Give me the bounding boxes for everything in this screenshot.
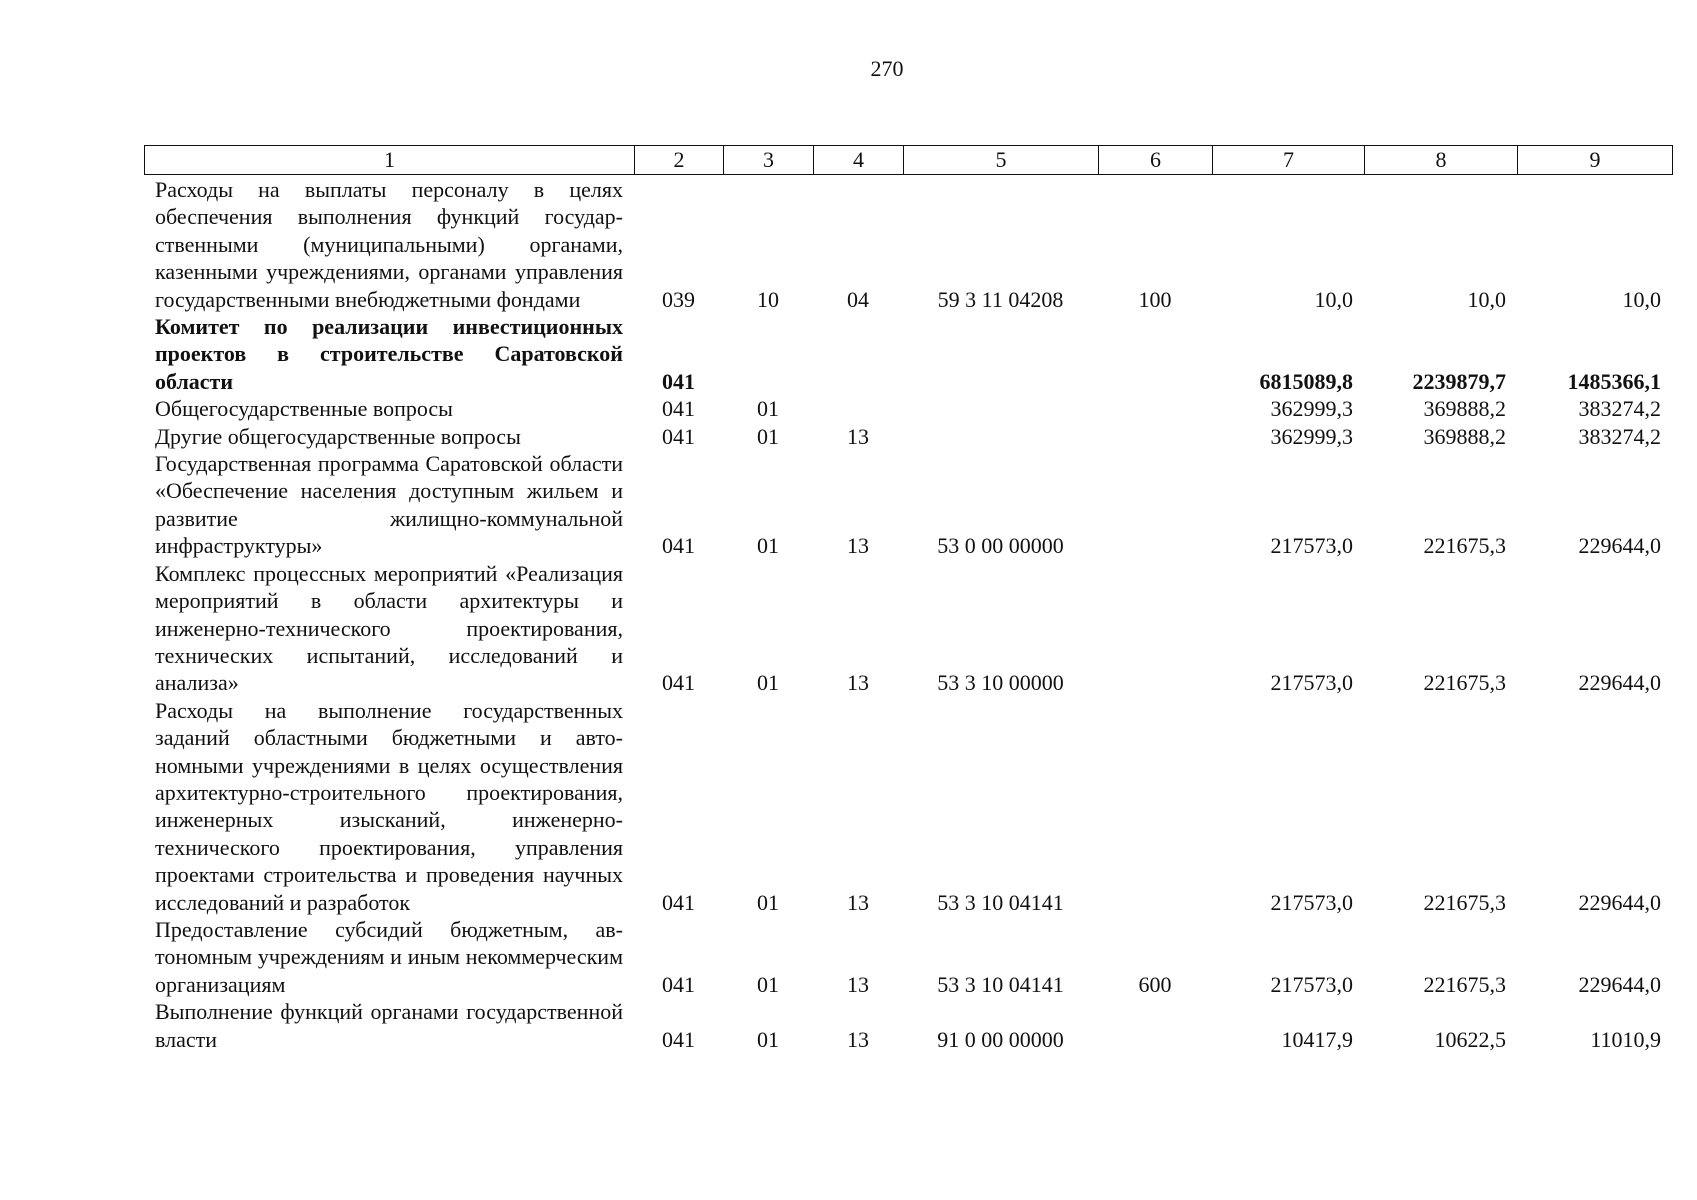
row-expense-type-code <box>1098 313 1212 395</box>
row-ministry-code: 041 <box>662 533 695 559</box>
row-subsection-code: 13 <box>847 670 869 696</box>
row-expense-type-code <box>1098 998 1212 1053</box>
row-description: Комплекс процессных мероприятий «Реализация мероприятий в области архитектуры и инженерно-технического проектирования, технических испытаний, исследований и анализа» <box>155 560 623 696</box>
row-amount-col8: 10,0 <box>1467 286 1506 312</box>
column-header-3: 3 <box>724 146 814 175</box>
column-number-header <box>144 145 1673 175</box>
row-amount-col7: 217573,0 <box>1270 533 1353 559</box>
column-header-2: 2 <box>635 146 724 175</box>
row-expense-type-code <box>1098 697 1212 916</box>
row-expense-type-code <box>1098 560 1212 697</box>
row-description: Расходы на выплаты персоналу в целях обеспечения выполнения функций государственными (муниципальными) органами, казенными учреждениями, органами управления государственными внебюджетными фондами <box>155 177 623 312</box>
row-subsection-code: 04 <box>847 286 869 312</box>
row-ministry-code: 041 <box>662 670 695 696</box>
row-section-code: 01 <box>757 423 779 449</box>
column-header-4: 4 <box>814 146 904 175</box>
header-row <box>145 146 1673 175</box>
row-amount-col7: 217573,0 <box>1270 889 1353 915</box>
budget-table <box>144 176 1672 1053</box>
row-description: Общегосударственные вопросы <box>155 396 453 422</box>
row-subsection-code: 13 <box>847 889 869 915</box>
table-row <box>144 998 1672 1053</box>
row-amount-col8: 369888,2 <box>1423 396 1506 422</box>
row-subsection-code: 13 <box>847 1026 869 1052</box>
row-description: Расходы на выполнение государственных заданий областными бюджетными и автономными учреждениями в целях осуществления архитектурно-строительного проектирования, инженерных изысканий, инженерно-технического проектирования, управления проектами строительства и проведения научных исследований и разработок <box>155 697 623 915</box>
row-target-article-code <box>903 313 1098 395</box>
row-amount-col8: 221675,3 <box>1423 971 1506 997</box>
row-section-code: 01 <box>757 1026 779 1052</box>
row-section-code: 01 <box>757 396 779 422</box>
row-description: Государственная программа Саратовской области «Обеспечение населения доступным жильем и развитие жилищно-коммунальной инфраструктуры» <box>155 451 623 559</box>
row-section-code: 01 <box>757 533 779 559</box>
row-description: Комитет по реализации инвестиционных проектов в строительстве Саратовской области <box>155 314 623 394</box>
row-target-article-code: 53 3 10 04141 <box>937 971 1064 997</box>
row-target-article-code <box>903 423 1098 450</box>
table-row <box>144 395 1672 422</box>
row-expense-type-code: 600 <box>1138 971 1172 997</box>
row-amount-col7: 10417,9 <box>1281 1026 1353 1052</box>
row-amount-col8: 2239879,7 <box>1412 368 1506 394</box>
row-ministry-code: 041 <box>662 396 695 422</box>
row-amount-col8: 10622,5 <box>1434 1026 1506 1052</box>
row-amount-col9: 229644,0 <box>1578 670 1661 696</box>
column-header-5: 5 <box>904 146 1099 175</box>
row-subsection-code: 13 <box>847 971 869 997</box>
row-amount-col7: 362999,3 <box>1270 396 1353 422</box>
row-target-article-code: 59 3 11 04208 <box>937 286 1064 312</box>
row-ministry-code: 041 <box>662 423 695 449</box>
row-subsection-code: 13 <box>847 533 869 559</box>
row-amount-col9: 229644,0 <box>1578 533 1661 559</box>
row-ministry-code: 041 <box>662 1026 695 1052</box>
page-number: 270 <box>870 56 904 81</box>
table-row <box>144 176 1672 313</box>
table-row <box>144 450 1672 560</box>
row-subsection-code <box>813 395 903 422</box>
row-ministry-code: 041 <box>662 971 695 997</box>
row-amount-col9: 383274,2 <box>1578 396 1661 422</box>
row-target-article-code: 53 3 10 00000 <box>937 670 1064 696</box>
row-ministry-code: 041 <box>662 368 695 394</box>
row-amount-col7: 6815089,8 <box>1259 368 1353 394</box>
row-amount-col7: 217573,0 <box>1270 971 1353 997</box>
row-target-article-code: 91 0 00 00000 <box>937 1026 1064 1052</box>
row-amount-col8: 369888,2 <box>1423 423 1506 449</box>
row-section-code: 01 <box>757 670 779 696</box>
row-description: Выполнение функций органами государственной власти <box>155 999 623 1052</box>
row-amount-col9: 383274,2 <box>1578 423 1661 449</box>
table-row <box>144 423 1672 450</box>
row-amount-col9: 10,0 <box>1622 286 1661 312</box>
row-section-code <box>723 313 813 395</box>
column-header-8: 8 <box>1365 146 1518 175</box>
row-subsection-code <box>813 313 903 395</box>
row-section-code: 01 <box>757 971 779 997</box>
row-ministry-code: 039 <box>662 286 695 312</box>
row-amount-col7: 10,0 <box>1314 286 1353 312</box>
row-target-article-code <box>903 395 1098 422</box>
column-header-6: 6 <box>1099 146 1213 175</box>
row-amount-col8: 221675,3 <box>1423 533 1506 559</box>
row-amount-col9: 11010,9 <box>1590 1026 1661 1052</box>
row-expense-type-code <box>1098 423 1212 450</box>
row-expense-type-code: 100 <box>1138 286 1172 312</box>
row-amount-col9: 229644,0 <box>1578 889 1661 915</box>
column-header-9: 9 <box>1518 146 1673 175</box>
row-expense-type-code <box>1098 450 1212 560</box>
row-target-article-code: 53 0 00 00000 <box>937 533 1064 559</box>
row-description: Другие общегосударственные вопросы <box>155 423 521 449</box>
row-subsection-code: 13 <box>847 423 869 449</box>
column-header-7: 7 <box>1213 146 1365 175</box>
table-row <box>144 916 1672 998</box>
row-ministry-code: 041 <box>662 889 695 915</box>
row-expense-type-code <box>1098 395 1212 422</box>
row-amount-col9: 1485366,1 <box>1567 368 1661 394</box>
row-amount-col8: 221675,3 <box>1423 670 1506 696</box>
table-row <box>144 697 1672 916</box>
row-section-code: 10 <box>757 286 779 312</box>
table-row <box>144 560 1672 697</box>
table-row <box>144 313 1672 395</box>
row-target-article-code: 53 3 10 04141 <box>937 889 1064 915</box>
row-section-code: 01 <box>757 889 779 915</box>
row-amount-col7: 362999,3 <box>1270 423 1353 449</box>
column-header-1: 1 <box>145 146 635 175</box>
row-amount-col8: 221675,3 <box>1423 889 1506 915</box>
row-description: Предоставление субсидий бюджетным, автономным учреждениям и иным некоммерческим организациям <box>155 916 623 997</box>
row-amount-col9: 229644,0 <box>1578 971 1661 997</box>
row-amount-col7: 217573,0 <box>1270 670 1353 696</box>
